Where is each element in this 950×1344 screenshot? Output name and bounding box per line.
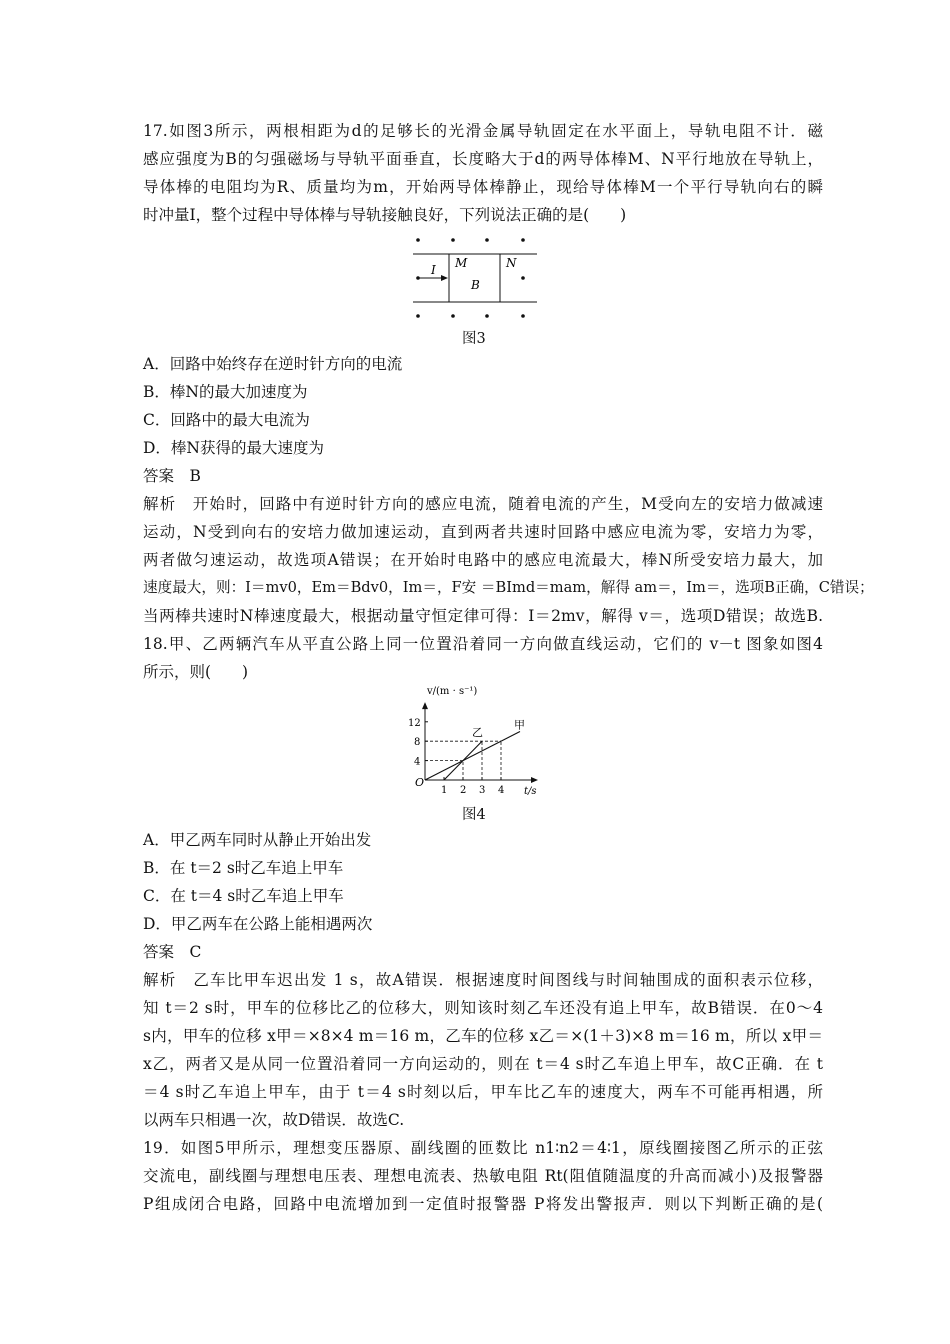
figure-3-caption: 图3 bbox=[462, 331, 486, 347]
q18-analysis-5: ＝4 s时乙车追上甲车，由于 t＝4 s时刻以后，甲车比乙车的速度大，两车不可能再相遇，所 bbox=[143, 1083, 823, 1101]
q18-analysis-2: 知 t＝2 s时，甲车的位移比乙的位移大，则知该时刻乙车还没有追上甲车，故B错误．在0～4 bbox=[143, 999, 823, 1017]
q18-answer: 答案 C bbox=[143, 943, 202, 961]
x-axis-arrow bbox=[531, 777, 538, 783]
series-label: 甲 bbox=[514, 718, 525, 732]
series-label: 乙 bbox=[472, 726, 483, 740]
y-axis-label: v/(m · s⁻¹) bbox=[427, 686, 478, 697]
x-tick-label: 4 bbox=[498, 785, 505, 796]
y-axis-arrow bbox=[422, 702, 428, 709]
q18-line-2: 所示，则( ) bbox=[143, 663, 249, 681]
q18-option-d: D．甲乙两车在公路上能相遇两次 bbox=[143, 915, 373, 933]
q18-analysis-4: x乙，两者又是从同一位置沿着同一方向运动的，则在 t＝4 s时乙车追上甲车，故C正确．在 t bbox=[143, 1055, 823, 1073]
q18-option-c: C．在 t＝4 s时乙车追上甲车 bbox=[143, 887, 344, 905]
label-b: B bbox=[471, 278, 480, 292]
q17-line-2: 感应强度为B的匀强磁场与导轨平面垂直，长度略大于d的两导体棒M、N平行地放在导轨上， bbox=[143, 150, 823, 168]
label-n: N bbox=[506, 256, 517, 270]
q18-analysis-6: 以两车只相遇一次，故D错误．故选C. bbox=[143, 1111, 405, 1129]
q17-line-1: 17.如图3所示，两根相距为d的足够长的光滑金属导轨固定在水平面上，导轨电阻不计．磁 bbox=[143, 122, 823, 140]
q17-line-3: 导体棒的电阻均为R、质量均为m，开始两导体棒静止，现给导体棒M一个平行导轨向右的瞬 bbox=[143, 178, 823, 196]
q17-analysis-5: 当两棒共速时N棒速度最大，根据动量守恒定律可得：I＝2mv，解得 v＝，选项D错误；故选B. bbox=[143, 607, 823, 625]
q17-analysis-4: 速度最大，则：I＝mv0，Em＝Bdv0，Im＝，F安 ＝BImd＝mam，解得 am＝，Im＝，选项B正确，C错误； bbox=[143, 579, 874, 596]
y-tick-label: 12 bbox=[408, 717, 421, 729]
origin-label: O bbox=[415, 776, 425, 789]
label-m: M bbox=[455, 256, 468, 270]
figure-4-caption: 图4 bbox=[462, 807, 486, 823]
label-i: I bbox=[431, 263, 436, 277]
q18-option-a: A．甲乙两车同时从静止开始出发 bbox=[143, 831, 372, 849]
q18-line-1: 18.甲、乙两辆汽车从平直公路上同一位置沿着同一方向做直线运动，它们的 v－t 图象如图4 bbox=[143, 635, 823, 653]
q17-option-c: C．回路中的最大电流为 bbox=[143, 411, 310, 429]
x-tick-label: 2 bbox=[460, 785, 467, 796]
q17-analysis-1: 解析 开始时，回路中有逆时针方向的感应电流，随着电流的产生，M受向左的安培力做减速 bbox=[143, 495, 823, 513]
q17-option-a: A．回路中始终存在逆时针方向的电流 bbox=[143, 355, 403, 373]
q19-line-3: P组成闭合电路，回路中电流增加到一定值时报警器 P将发出警报声．则以下判断正确的是( bbox=[143, 1195, 823, 1213]
q17-line-4: 时冲量I，整个过程中导体棒与导轨接触良好，下列说法正确的是( ) bbox=[143, 206, 627, 224]
q17-option-b: B．棒N的最大加速度为 bbox=[143, 383, 308, 401]
q17-option-d: D．棒N获得的最大速度为 bbox=[143, 439, 324, 457]
x-tick-label: 3 bbox=[479, 785, 486, 796]
y-tick-label: 8 bbox=[414, 737, 421, 749]
q18-analysis-1: 解析 乙车比甲车迟出发 1 s，故A错误．根据速度时间图线与时间轴围成的面积表示位移， bbox=[143, 971, 823, 989]
q17-analysis-3: 两者做匀速运动，故选项A错误；在开始时电路中的感应电流最大，棒N所受安培力最大，加 bbox=[143, 551, 823, 569]
q17-answer: 答案 B bbox=[143, 467, 201, 485]
figure-4-chart bbox=[375, 682, 575, 800]
q17-analysis-2: 运动，N受到向右的安培力做加速运动，直到两者共速时回路中感应电流为零，安培力为零， bbox=[143, 523, 823, 541]
q18-analysis-3: s内，甲车的位移 x甲＝×8×4 m＝16 m，乙车的位移 x乙＝×(1＋3)×8 m＝16 m，所以 x甲＝ bbox=[143, 1027, 823, 1045]
y-tick-label: 4 bbox=[414, 756, 421, 768]
q19-line-1: 19．如图5甲所示，理想变压器原、副线圈的匝数比 n1∶n2＝4∶1，原线圈接图乙所示的正弦 bbox=[143, 1139, 823, 1157]
x-axis-label: t/s bbox=[524, 786, 537, 797]
q19-line-2: 交流电，副线圈与理想电压表、理想电流表、热敏电阻 Rt(阻值随温度的升高而减小)及报警器 bbox=[143, 1167, 823, 1185]
figure-3-diagram bbox=[405, 232, 545, 324]
x-tick-label: 1 bbox=[441, 785, 448, 796]
q18-option-b: B．在 t＝2 s时乙车追上甲车 bbox=[143, 859, 344, 877]
